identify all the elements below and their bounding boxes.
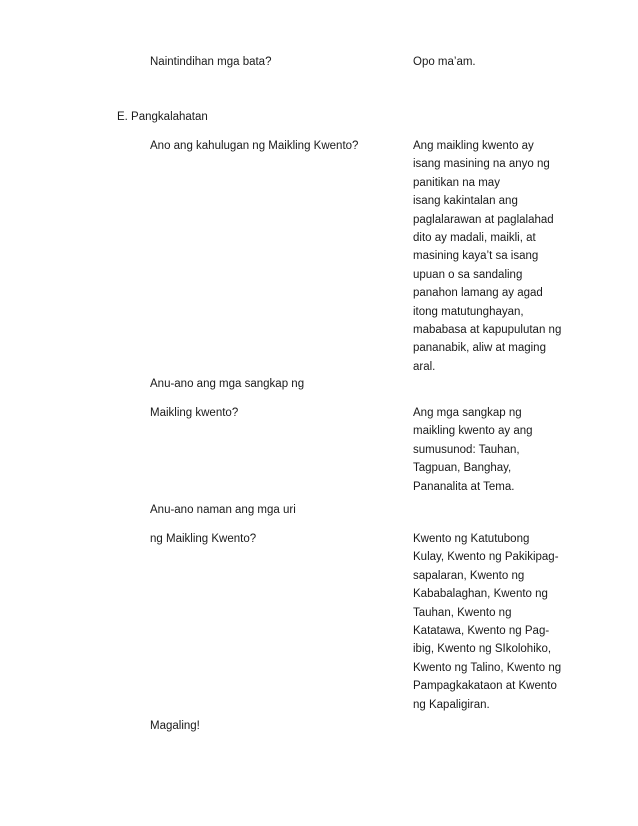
answer-line: pananabik, aliw at maging	[413, 342, 546, 355]
answer-line: itong matutunghayan,	[413, 305, 524, 318]
teacher-line-question-elements-1: Anu-ano ang mga sangkap ng	[150, 378, 305, 390]
student-answer-types	[413, 530, 573, 714]
teacher-line-question-types-1: Anu-ano naman ang mga uri	[150, 504, 296, 516]
answer-line: panahon lamang ay agad	[413, 287, 543, 300]
teacher-line-praise: Magaling!	[150, 720, 200, 732]
student-line-yes: Opo ma’am.	[413, 56, 476, 68]
answer-line: Pampagkakataon at Kwento	[413, 680, 557, 693]
answer-line: Ang maikling kwento ay	[413, 140, 534, 152]
answer-line: sumusunod: Tauhan,	[413, 443, 520, 456]
answer-line: sapalaran, Kwento ng	[413, 569, 525, 582]
answer-line: Ang mga sangkap ng	[413, 407, 522, 419]
answer-line: isang masining na anyo ng	[413, 158, 550, 171]
teacher-line-question-types-2: ng Maikling Kwento?	[150, 533, 257, 545]
answer-line: paglalarawan at paglalahad	[413, 213, 554, 226]
student-answer-definition	[413, 137, 573, 376]
answer-line: panitikan na may	[413, 176, 500, 189]
section-heading: E. Pangkalahatan	[117, 111, 208, 123]
teacher-line-understand: Naintindihan mga bata?	[150, 56, 272, 68]
answer-line: Kababalaghan, Kwento ng	[413, 588, 548, 601]
answer-line: upuan o sa sandaling	[413, 268, 523, 281]
answer-line: ng Kapaligiran.	[413, 698, 490, 711]
answer-line: Kwento ng Katutubong	[413, 533, 530, 545]
teacher-line-question-elements-2: Maikling kwento?	[150, 407, 239, 419]
answer-line: Pananalita at Tema.	[413, 480, 515, 493]
answer-line: mababasa at kapupulutan ng	[413, 323, 562, 336]
answer-line: maikling kwento ay ang	[413, 425, 533, 438]
teacher-line-question-definition: Ano ang kahulugan ng Maikling Kwento?	[150, 140, 359, 152]
answer-line: isang kakintalan ang	[413, 195, 518, 208]
answer-line: Kulay, Kwento ng Pakikipag-	[413, 551, 559, 564]
answer-line: ibig, Kwento ng SIkolohiko,	[413, 643, 552, 656]
answer-line: Katatawa, Kwento ng Pag-	[413, 624, 550, 637]
answer-line: Tauhan, Kwento ng	[413, 606, 512, 619]
student-answer-elements	[413, 404, 573, 496]
answer-line: Kwento ng Talino, Kwento ng	[413, 661, 562, 674]
answer-line: masining kaya’t sa isang	[413, 250, 539, 263]
answer-line: dito ay madali, maikli, at	[413, 231, 536, 244]
answer-line: Tagpuan, Banghay,	[413, 462, 512, 475]
answer-line: aral.	[413, 360, 436, 373]
